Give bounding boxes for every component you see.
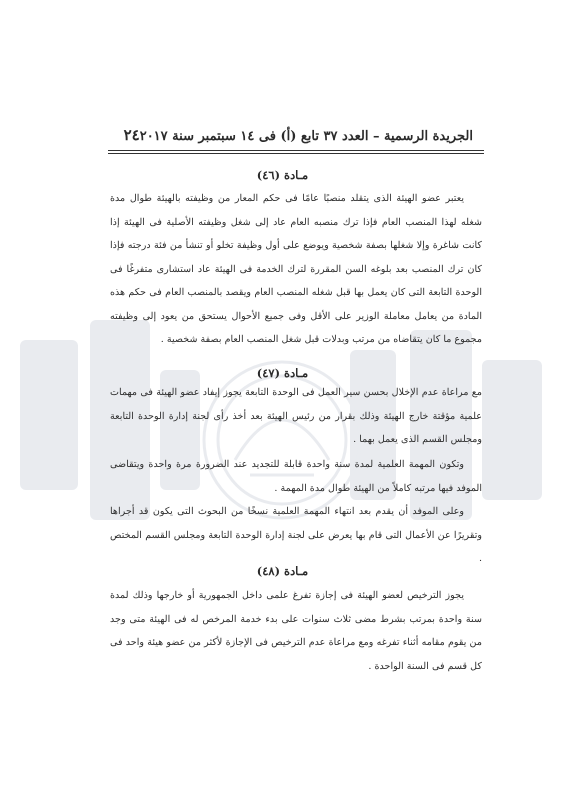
page-number: ٢٤: [123, 126, 140, 144]
article-46-paragraph: يعتبر عضو الهيئة الذى يتقلد منصبًا عامًا فى حكم المعار من وظيفته بالهيئة طوال مدة شغله لهذا المنصب العام فإذا ترك منصبه العام عاد إلى شغل وظيفته الأصلية فى الهيئة إذا كانت شاغرة وإلا شغلها بصفة شخصية ويوضع على أول وظيفة تخلو أو تنشأ من فئة درجته فإذا كان ترك المنصب بعد بلوغه السن المقررة لترك الخدمة فى الهيئة عاد استشارى متفرغًا فى الوحدة التابعة التى كان يعمل بها قبل شغله المنصب العام ويقصد بالمنصب العام فى حكم هذه المادة من يعامل معاملة الوزير على الأقل وفى جميع الأحوال يستحق من يعود إلى وظيفته مجموع ما كان يتقاضاه من مرتب وبدلات قبل شغل المنصب العام بصفة شخصية .: [110, 193, 482, 345]
article-48-title: مـادة (٤٨): [256, 564, 309, 578]
article-47-title: مـادة (٤٧): [256, 366, 309, 380]
header-rule-secondary: [108, 153, 484, 154]
article-46-title: مـادة (٤٦): [256, 168, 309, 182]
header-rule: [108, 150, 484, 151]
article-48-paragraph: يجوز الترخيص لعضو الهيئة فى إجازة تفرغ علمى داخل الجمهورية أو خارجها وذلك لمدة سنة واحدة بمرتب بشرط مضى ثلاث سنوات على بدء خدمة المرخص له فى الهيئة متى وجد من يقوم مقامه أثناء تفرغه ومع مراعاة عدم الترخيص فى الإجازة لأكثر من عضو هيئة واحد فى كل قسم فى السنة الواحدة .: [110, 590, 482, 672]
article-47-paragraph-2: وتكون المهمة العلمية لمدة سنة واحدة قابلة للتجديد عند الضرورة مرة واحدة ويتقاضى الموفد فيها مرتبه كاملاً من الهيئة طوال مدة المهمة .: [110, 459, 482, 494]
article-47-paragraph-1: مع مراعاة عدم الإخلال بحسن سير العمل فى الوحدة التابعة يجوز إيفاد عضو الهيئة فى مهمات علمية مؤقتة خارج الهيئة وذلك بقرار من رئيس الهيئة بعد أخذ رأى لجنة إدارة الوحدة التابعة ومجلس القسم الذى يعمل بهما .: [110, 387, 482, 445]
header-title: الجريدة الرسمية – العدد ٣٧ تابع (أ) فى ١٤ سبتمبر سنة ٢٠١٧: [139, 129, 473, 144]
article-47-paragraph-3: وعلى الموفد أن يقدم بعد انتهاء المهمة العلمية نسخًا من البحوث التى يكون قد أجراها وتقريرًا عن الأعمال التى قام بها يعرض على لجنة إدارة الوحدة التابعة ومجلس القسم المختص .: [110, 506, 482, 564]
page-header: [123, 126, 473, 144]
